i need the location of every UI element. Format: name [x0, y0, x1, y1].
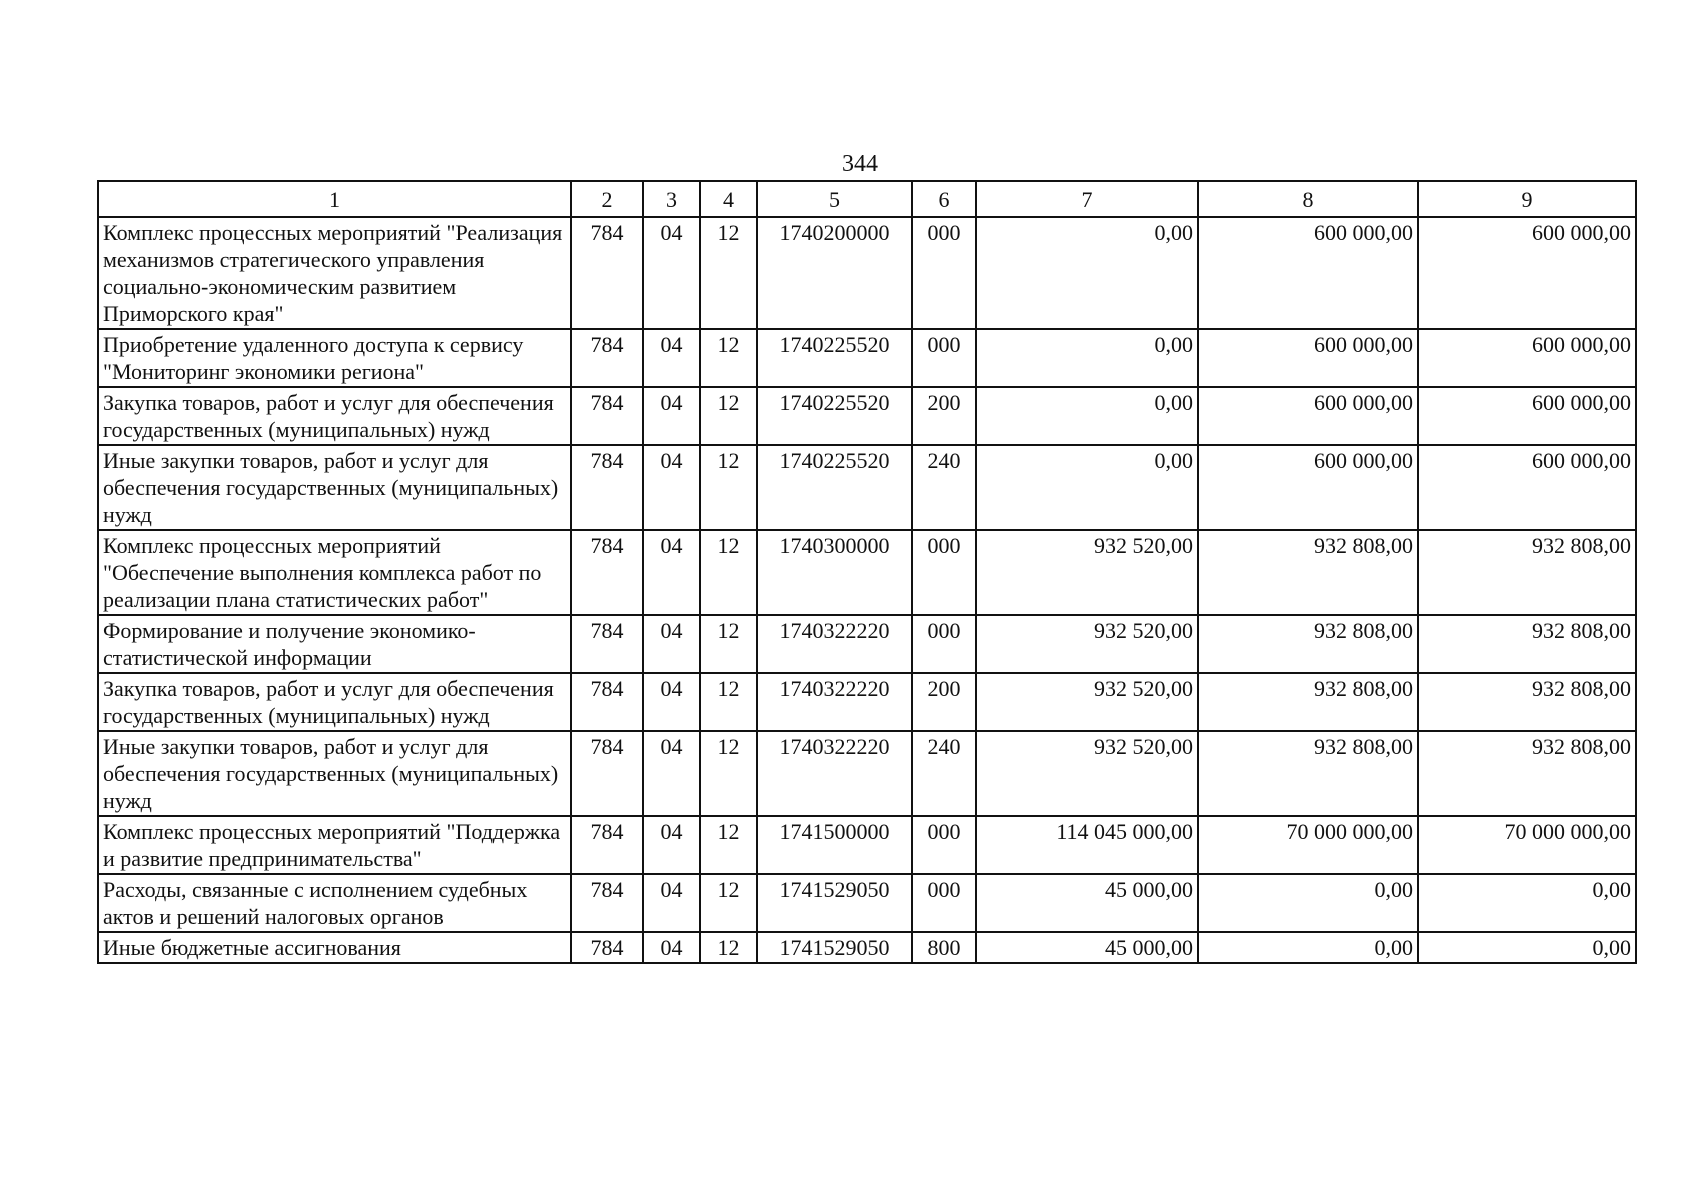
row-amount-col-8: 600 000,00 — [1198, 445, 1418, 530]
row-target-code: 1741500000 — [757, 816, 912, 874]
row-amount-col-9: 0,00 — [1418, 932, 1636, 963]
row-expense-type-code: 000 — [912, 329, 976, 387]
row-ministry-code: 784 — [571, 874, 643, 932]
header-col-7: 7 — [976, 181, 1198, 217]
row-amount-col-7: 0,00 — [976, 217, 1198, 329]
table-header — [98, 181, 1636, 217]
table-row — [98, 615, 1636, 673]
row-name: Расходы, связанные с исполнением судебных актов и решений налоговых органов — [98, 874, 571, 932]
row-amount-col-7: 0,00 — [976, 445, 1198, 530]
table-row — [98, 673, 1636, 731]
row-amount-col-9: 600 000,00 — [1418, 217, 1636, 329]
row-subsection-code: 12 — [700, 673, 757, 731]
row-target-code: 1740225520 — [757, 387, 912, 445]
row-ministry-code: 784 — [571, 615, 643, 673]
row-amount-col-9: 70 000 000,00 — [1418, 816, 1636, 874]
row-target-code: 1740200000 — [757, 217, 912, 329]
row-amount-col-9: 932 808,00 — [1418, 673, 1636, 731]
row-amount-col-9: 600 000,00 — [1418, 445, 1636, 530]
row-expense-type-code: 000 — [912, 217, 976, 329]
row-target-code: 1740322220 — [757, 731, 912, 816]
row-expense-type-code: 000 — [912, 816, 976, 874]
row-name: Комплекс процессных мероприятий "Обеспечение выполнения комплекса работ по реализации плана статистических работ" — [98, 530, 571, 615]
row-amount-col-7: 932 520,00 — [976, 673, 1198, 731]
row-ministry-code: 784 — [571, 445, 643, 530]
row-name: Иные бюджетные ассигнования — [98, 932, 571, 963]
header-col-1: 1 — [98, 181, 571, 217]
row-amount-col-8: 600 000,00 — [1198, 217, 1418, 329]
row-amount-col-8: 0,00 — [1198, 874, 1418, 932]
row-amount-col-8: 0,00 — [1198, 932, 1418, 963]
row-expense-type-code: 200 — [912, 673, 976, 731]
row-amount-col-7: 0,00 — [976, 329, 1198, 387]
row-amount-col-8: 932 808,00 — [1198, 731, 1418, 816]
row-ministry-code: 784 — [571, 673, 643, 731]
row-name: Иные закупки товаров, работ и услуг для обеспечения государственных (муниципальных) нужд — [98, 731, 571, 816]
row-subsection-code: 12 — [700, 445, 757, 530]
row-expense-type-code: 240 — [912, 731, 976, 816]
row-amount-col-7: 45 000,00 — [976, 932, 1198, 963]
row-name: Формирование и получение экономико-статистической информации — [98, 615, 571, 673]
row-section-code: 04 — [643, 816, 700, 874]
table-row — [98, 874, 1636, 932]
table-row — [98, 731, 1636, 816]
row-amount-col-7: 932 520,00 — [976, 530, 1198, 615]
header-col-5: 5 — [757, 181, 912, 217]
row-section-code: 04 — [643, 673, 700, 731]
row-subsection-code: 12 — [700, 816, 757, 874]
row-amount-col-9: 0,00 — [1418, 874, 1636, 932]
row-name: Закупка товаров, работ и услуг для обеспечения государственных (муниципальных) нужд — [98, 387, 571, 445]
row-expense-type-code: 000 — [912, 874, 976, 932]
row-section-code: 04 — [643, 530, 700, 615]
row-section-code: 04 — [643, 445, 700, 530]
row-amount-col-9: 600 000,00 — [1418, 329, 1636, 387]
row-section-code: 04 — [643, 874, 700, 932]
row-expense-type-code: 000 — [912, 615, 976, 673]
row-section-code: 04 — [643, 731, 700, 816]
row-amount-col-7: 45 000,00 — [976, 874, 1198, 932]
table-row — [98, 445, 1636, 530]
row-target-code: 1741529050 — [757, 874, 912, 932]
row-amount-col-8: 932 808,00 — [1198, 673, 1418, 731]
header-col-9: 9 — [1418, 181, 1636, 217]
row-amount-col-9: 932 808,00 — [1418, 530, 1636, 615]
row-amount-col-9: 932 808,00 — [1418, 615, 1636, 673]
row-amount-col-8: 932 808,00 — [1198, 530, 1418, 615]
row-ministry-code: 784 — [571, 731, 643, 816]
row-amount-col-9: 932 808,00 — [1418, 731, 1636, 816]
row-subsection-code: 12 — [700, 874, 757, 932]
row-amount-col-9: 600 000,00 — [1418, 387, 1636, 445]
row-section-code: 04 — [643, 329, 700, 387]
budget-table — [97, 180, 1637, 964]
header-col-8: 8 — [1198, 181, 1418, 217]
header-col-3: 3 — [643, 181, 700, 217]
row-subsection-code: 12 — [700, 530, 757, 615]
table-row — [98, 932, 1636, 963]
table-row — [98, 217, 1636, 329]
table-row — [98, 329, 1636, 387]
row-amount-col-8: 600 000,00 — [1198, 387, 1418, 445]
table-row — [98, 530, 1636, 615]
row-subsection-code: 12 — [700, 932, 757, 963]
row-ministry-code: 784 — [571, 816, 643, 874]
table-row — [98, 816, 1636, 874]
row-amount-col-7: 0,00 — [976, 387, 1198, 445]
row-target-code: 1740322220 — [757, 673, 912, 731]
row-section-code: 04 — [643, 932, 700, 963]
table-row — [98, 387, 1636, 445]
row-name: Иные закупки товаров, работ и услуг для обеспечения государственных (муниципальных) нужд — [98, 445, 571, 530]
row-amount-col-8: 932 808,00 — [1198, 615, 1418, 673]
row-subsection-code: 12 — [700, 615, 757, 673]
row-name: Приобретение удаленного доступа к сервису "Мониторинг экономики региона" — [98, 329, 571, 387]
table-body — [98, 217, 1636, 963]
row-subsection-code: 12 — [700, 329, 757, 387]
row-name: Комплекс процессных мероприятий "Поддержка и развитие предпринимательства" — [98, 816, 571, 874]
row-ministry-code: 784 — [571, 217, 643, 329]
row-section-code: 04 — [643, 217, 700, 329]
row-ministry-code: 784 — [571, 932, 643, 963]
row-section-code: 04 — [643, 615, 700, 673]
row-target-code: 1740322220 — [757, 615, 912, 673]
header-col-4: 4 — [700, 181, 757, 217]
row-expense-type-code: 000 — [912, 530, 976, 615]
header-row — [98, 181, 1636, 217]
row-name: Комплекс процессных мероприятий "Реализация механизмов стратегического управления социально-экономическим развитием Приморского края" — [98, 217, 571, 329]
row-amount-col-7: 932 520,00 — [976, 615, 1198, 673]
row-amount-col-7: 114 045 000,00 — [976, 816, 1198, 874]
header-col-2: 2 — [571, 181, 643, 217]
row-ministry-code: 784 — [571, 530, 643, 615]
row-subsection-code: 12 — [700, 387, 757, 445]
row-target-code: 1740225520 — [757, 329, 912, 387]
row-target-code: 1741529050 — [757, 932, 912, 963]
row-name: Закупка товаров, работ и услуг для обеспечения государственных (муниципальных) нужд — [98, 673, 571, 731]
row-target-code: 1740300000 — [757, 530, 912, 615]
row-amount-col-7: 932 520,00 — [976, 731, 1198, 816]
header-col-6: 6 — [912, 181, 976, 217]
row-subsection-code: 12 — [700, 217, 757, 329]
row-amount-col-8: 600 000,00 — [1198, 329, 1418, 387]
row-section-code: 04 — [643, 387, 700, 445]
row-expense-type-code: 800 — [912, 932, 976, 963]
page-number: 344 — [842, 151, 878, 177]
row-ministry-code: 784 — [571, 329, 643, 387]
row-target-code: 1740225520 — [757, 445, 912, 530]
row-ministry-code: 784 — [571, 387, 643, 445]
row-subsection-code: 12 — [700, 731, 757, 816]
row-amount-col-8: 70 000 000,00 — [1198, 816, 1418, 874]
row-expense-type-code: 240 — [912, 445, 976, 530]
row-expense-type-code: 200 — [912, 387, 976, 445]
